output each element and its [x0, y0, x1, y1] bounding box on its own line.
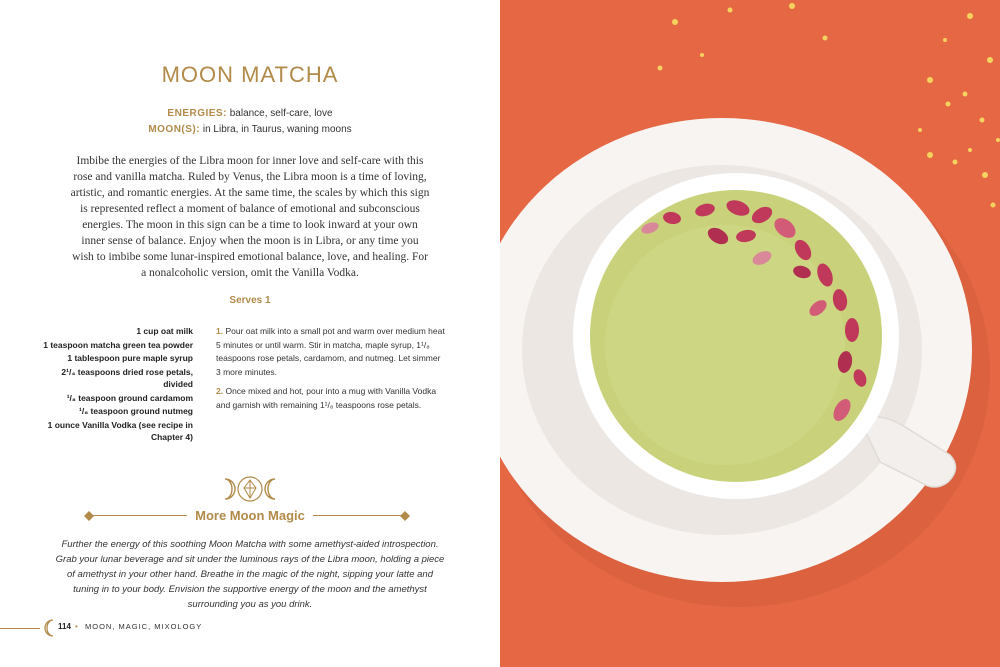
right-page-photo — [500, 0, 1000, 667]
moon-crystal-ornament-icon — [215, 473, 285, 505]
ingredient-item: 1 cup oat milk — [136, 326, 193, 336]
ingredient-item: 2¹/₄ teaspoons dried rose petals, divided — [61, 366, 193, 389]
moons-label: MOON(S): — [148, 124, 201, 135]
recipe-title: MOON MATCHA — [161, 62, 339, 87]
step-text: Pour oat milk into a small pot and warm over medium heat 5 minutes or until warm. Stir in matcha, maple syrup, 1¹/₈ teaspoons rose petals, cardamom, and nutmeg. Let simmer 3 more minutes. — [216, 326, 445, 377]
step-number: 2. — [216, 386, 224, 396]
footer-separator: • — [75, 622, 78, 631]
page-footer — [0, 618, 300, 638]
moons-value: in Libra, in Taurus, waning moons — [202, 124, 352, 135]
page-number: 114 — [58, 622, 71, 631]
energies-value: balance, self-care, love — [229, 108, 333, 119]
step-number: 1. — [216, 326, 224, 336]
ingredient-item: 1 tablespoon pure maple syrup — [67, 353, 193, 363]
matcha-cup-photo — [500, 0, 1000, 667]
step-item — [216, 385, 446, 412]
step-item — [216, 325, 446, 379]
energies-line — [0, 108, 500, 119]
book-title: MOON, MAGIC, MIXOLOGY — [85, 622, 203, 631]
steps-list — [216, 325, 446, 418]
ingredient-item: 1 ounce Vanilla Vodka (see recipe in Chapter 4) — [47, 419, 193, 442]
ingredients-list — [40, 325, 193, 445]
energies-label: ENERGIES: — [167, 108, 227, 119]
crescent-moon-icon — [42, 618, 56, 638]
step-text: Once mixed and hot, pour into a mug with Vanilla Vodka and garnish with remaining 1¹/₈ teaspoons rose petals. — [216, 386, 437, 410]
serves-label: Serves 1 — [229, 295, 271, 306]
diamond-ornament-icon — [84, 511, 94, 521]
diamond-ornament-icon — [400, 511, 410, 521]
footer-rule — [0, 628, 40, 629]
ingredient-item: 1 teaspoon matcha green tea powder — [43, 339, 193, 350]
recipe-intro: Imbibe the energies of the Libra moon for inner love and self-care with this rose and vanilla matcha. Ruled by Venus, the Libra moon is a time of loving, artistic, and romantic energies. At the same time, the scales by which this sign is represented reflect a moment of balance of emotional and subconscious energies. The moon in this sign can be a time to look inward at your own inner sense of balance. Enjoy when the moon is in Libra, or any time you wish to imbibe some lunar-inspired emotional balance, love, and healing. For a nonalcoholic version, omit the Vanilla Vodka. — [70, 155, 430, 279]
moons-line — [0, 124, 500, 135]
ingredient-item: ¹/₈ teaspoon ground nutmeg — [79, 406, 193, 416]
ingredient-item: ¹/₈ teaspoon ground cardamom — [66, 392, 193, 403]
magic-title: More Moon Magic — [187, 508, 313, 523]
magic-heading — [0, 507, 500, 525]
magic-text: Further the energy of this soothing Moon Matcha with some amethyst-aided introspection. Grab your lunar beverage and sit under the luminous rays of the Libra moon, holding a piece of amethyst in your other hand. Breathe in the magic of the night, sipping your latte and tuning in to your body. Envision the supportive energy of the moon and the amethyst surrounding you as you drink. — [55, 539, 445, 610]
